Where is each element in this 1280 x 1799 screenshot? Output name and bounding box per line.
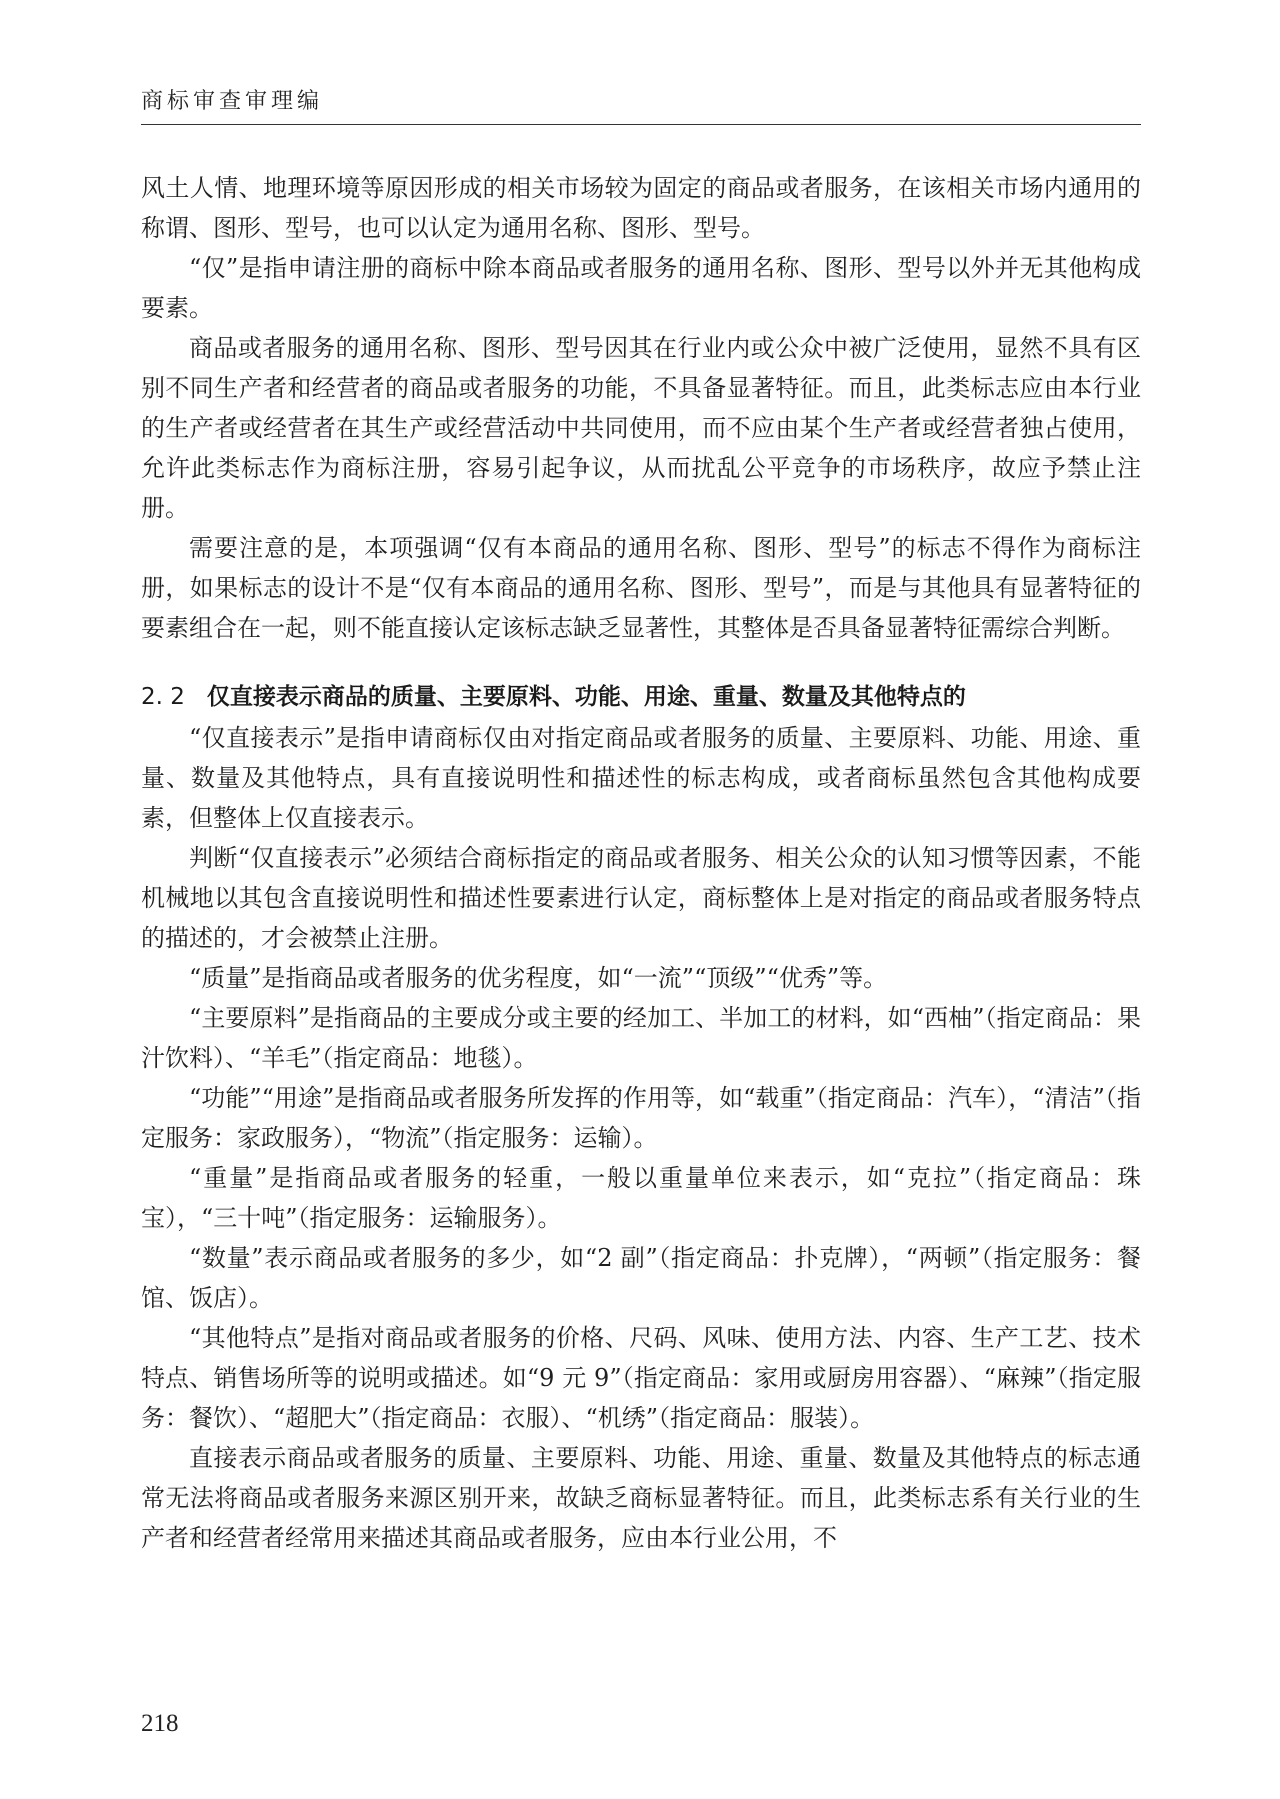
running-head-title: 商标审查审理编 — [141, 89, 324, 114]
paragraph: 商品或者服务的通用名称、图形、型号因其在行业内或公众中被广泛使用，显然不具有区别不同生产者和经营者的商品或者服务的功能，不具备显著特征。而且，此类标志应由本行业的生产者或经营者在其生产或经营活动中共同使用，而不应由某个生产者或经营者独占使用，允许此类标志作为商标注册，容易引起争议，从而扰乱公平竞争的市场秩序，故应予禁止注册。 — [141, 334, 1141, 522]
paragraph: 风土人情、地理环境等原因形成的相关市场较为固定的商品或者服务，在该相关市场内通用的称谓、图形、型号，也可以认定为通用名称、图形、型号。 — [141, 174, 1141, 242]
section-title: 仅直接表示商品的质量、主要原料、功能、用途、重量、数量及其他特点的 — [206, 684, 966, 710]
paragraph: 直接表示商品或者服务的质量、主要原料、功能、用途、重量、数量及其他特点的标志通常无法将商品或者服务来源区别开来，故缺乏商标显著特征。而且，此类标志系有关行业的生产者和经营者经常用来描述其商品或者服务，应由本行业公用，不 — [141, 1444, 1141, 1552]
paragraph: “主要原料”是指商品的主要成分或主要的经加工、半加工的材料，如“西柚”（指定商品：果汁饮料）、“羊毛”（指定商品：地毯）。 — [141, 1004, 1141, 1072]
paragraph: “功能”“用途”是指商品或者服务所发挥的作用等，如“载重”（指定商品：汽车），“清洁”（指定服务：家政服务），“物流”（指定服务：运输）。 — [141, 1084, 1141, 1152]
paragraph: “其他特点”是指对商品或者服务的价格、尺码、风味、使用方法、内容、生产工艺、技术特点、销售场所等的说明或描述。如“9 元 9”（指定商品：家用或厨房用容器）、“麻辣”（指定服务：餐饮）、“超肥大”（指定商品：衣服）、“机绣”（指定商品：服装）。 — [141, 1324, 1141, 1432]
paragraph: “仅”是指申请注册的商标中除本商品或者服务的通用名称、图形、型号以外并无其他构成要素。 — [141, 254, 1141, 322]
header-divider — [141, 124, 1141, 125]
paragraph: 判断“仅直接表示”必须结合商标指定的商品或者服务、相关公众的认知习惯等因素，不能机械地以其包含直接说明性和描述性要素进行认定，商标整体上是对指定的商品或者服务特点的描述的，才会被禁止注册。 — [141, 844, 1141, 952]
paragraph: “数量”表示商品或者服务的多少，如“2 副”（指定商品：扑克牌），“两顿”（指定服务：餐馆、饭店）。 — [141, 1244, 1141, 1312]
page-number: 218 — [141, 1710, 179, 1737]
paragraph: 需要注意的是，本项强调“仅有本商品的通用名称、图形、型号”的标志不得作为商标注册，如果标志的设计不是“仅有本商品的通用名称、图形、型号”，而是与其他具有显著特征的要素组合在一起，则不能直接认定该标志缺乏显著性，其整体是否具备显著特征需综合判断。 — [141, 534, 1141, 642]
section-number: 2. 2 — [141, 684, 185, 710]
paragraph: “重量”是指商品或者服务的轻重，一般以重量单位来表示，如“克拉”（指定商品：珠宝），“三十吨”（指定服务：运输服务）。 — [141, 1164, 1141, 1232]
section-heading — [141, 677, 1141, 717]
page-body — [141, 168, 1141, 1558]
paragraph: “质量”是指商品或者服务的优劣程度，如“一流”“顶级”“优秀”等。 — [189, 964, 888, 992]
paragraph: “仅直接表示”是指申请商标仅由对指定商品或者服务的质量、主要原料、功能、用途、重量、数量及其他特点，具有直接说明性和描述性的标志构成，或者商标虽然包含其他构成要素，但整体上仅直接表示。 — [141, 724, 1141, 832]
